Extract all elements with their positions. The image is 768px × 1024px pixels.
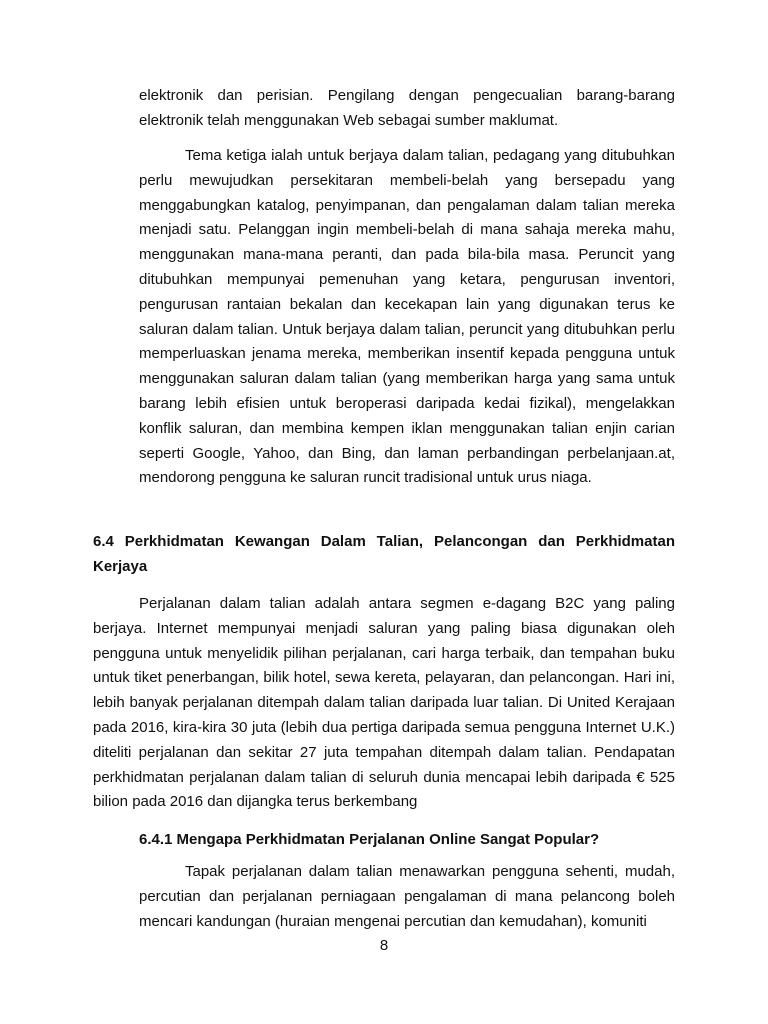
- paragraph-online-travel: Perjalanan dalam talian adalah antara segmen e-dagang B2C yang paling berjaya. Internet mempunyai menjadi saluran yang paling biasa digunakan oleh pengguna untuk menyelidik pilihan perjalanan, cari harga terbaik, dan tempahan buku untuk tiket penerbangan, bilik hotel, sewa kereta, pelayaran, dan pelancongan. Hari ini, lebih banyak perjalanan ditempah dalam talian daripada luar talian. Di United Kerajaan pada 2016, kira-kira 30 juta (lebih dua pertiga daripada semua pengguna Internet U.K.) diteliti perjalanan dan sekitar 27 juta tempahan ditempah dalam talian. Pendapatan perkhidmatan perjalanan dalam talian di seluruh dunia mencapai lebih daripada € 525 bilion pada 2016 dan dijangka terus berkembang: [93, 595, 675, 811]
- subsection-heading-6-4-1: 6.4.1 Mengapa Perkhidmatan Perjalanan Online Sangat Popular?: [139, 831, 600, 848]
- paragraph-third-theme: Tema ketiga ialah untuk berjaya dalam talian, pedagang yang ditubuhkan perlu mewujudkan persekitaran membeli-belah yang bersepadu yang menggabungkan katalog, penyimpanan, dan pengalaman dalam talian mereka menjadi satu. Pelanggan ingin membeli-belah di mana sahaja mereka mahu, menggunakan mana-mana peranti, dan pada bila-bila masa. Peruncit yang ditubuhkan mempunyai pemenuhan yang ketara, pengurusan inventori, pengurusan rantaian bekalan dan kecekapan lain yang digunakan terus ke saluran dalam talian. Untuk berjaya dalam talian, peruncit yang ditubuhkan perlu memperluaskan jenama mereka, memberikan insentif kepada pengguna untuk menggunakan saluran dalam talian (yang memberikan harga yang sama untuk barang lebih efisien untuk beroperasi daripada kedai fizikal), mengelakkan konflik saluran, dan membina kempen iklan menggunakan talian enjin carian seperti Google, Yahoo, dan Bing, dan laman perbandingan perbelanjaan.at, mendorong pengguna ke saluran runcit tradisional untuk urus niaga.: [139, 147, 675, 487]
- page-number: 8: [379, 937, 389, 954]
- paragraph-travel-sites: Tapak perjalanan dalam talian menawarkan pengguna sehenti, mudah, percutian dan perjalanan perniagaan pengalaman di mana pelancong boleh mencari kandungan (huraian mengenai percutian dan kemudahan), komuniti: [139, 863, 675, 930]
- paragraph-continuation: elektronik dan perisian. Pengilang dengan pengecualian barang-barang elektronik telah menggunakan Web sebagai sumber maklumat.: [139, 87, 675, 129]
- section-heading-6-4: 6.4 Perkhidmatan Kewangan Dalam Talian, Pelancongan dan Perkhidmatan Kerjaya: [93, 533, 675, 575]
